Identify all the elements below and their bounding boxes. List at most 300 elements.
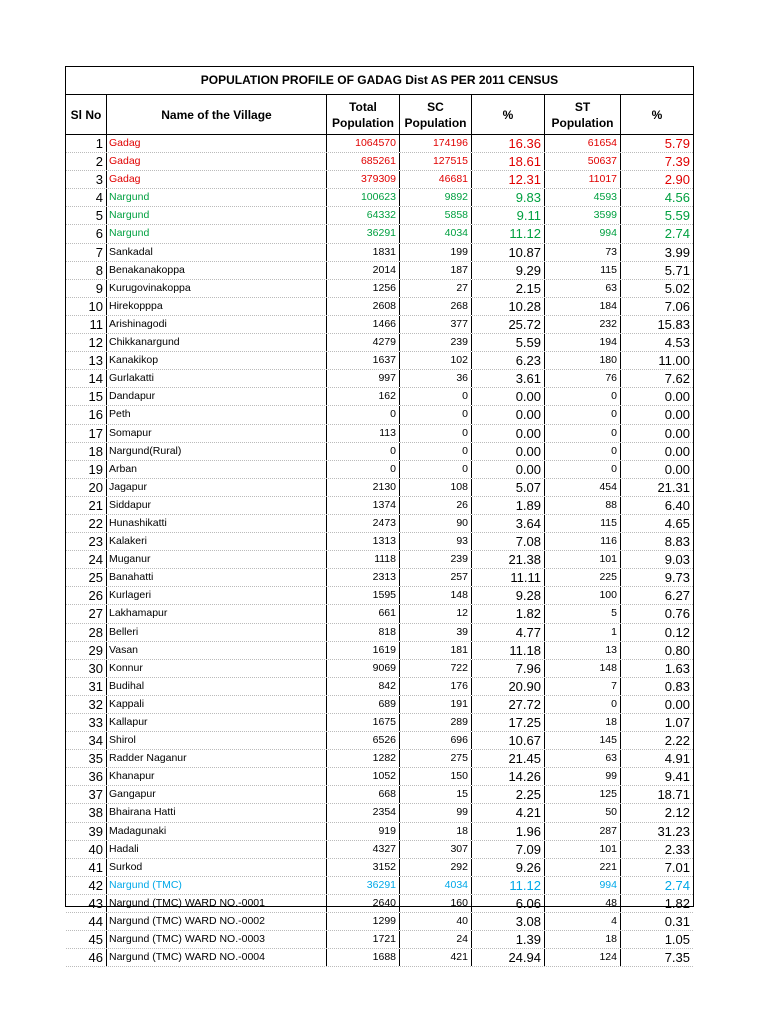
st-percent-cell: 21.31 — [657, 479, 690, 495]
total-population-cell: 2313 — [327, 569, 400, 586]
st-percent-cell: 0.76 — [664, 606, 690, 622]
total-population-cell: 379309 — [327, 171, 400, 188]
village-name-cell: Lakhamapur — [107, 605, 327, 622]
village-name-cell: Budihal — [107, 678, 327, 695]
sc-percent-cell: 24.94 — [472, 949, 545, 966]
st-population-cell: 18 — [545, 714, 621, 731]
sl-no-cell: 29 — [66, 642, 107, 659]
st-population-cell: 225 — [545, 569, 621, 586]
sl-no-cell: 6 — [66, 225, 107, 242]
village-name-cell: Nargund — [107, 207, 327, 224]
sl-no-cell: 33 — [66, 714, 107, 731]
total-population-cell: 2130 — [327, 479, 400, 496]
sc-population-cell: 0 — [400, 388, 472, 405]
sl-no-cell: 15 — [66, 388, 107, 405]
total-population-cell: 1675 — [327, 714, 400, 731]
table-row — [66, 298, 693, 316]
sc-percent-cell: 11.12 — [472, 225, 545, 242]
st-population-cell: 115 — [545, 262, 621, 279]
st-percent-cell: 7.62 — [664, 371, 690, 387]
sl-no-cell: 38 — [66, 804, 107, 821]
table-row — [66, 334, 693, 352]
sc-population-cell: 176 — [400, 678, 472, 695]
sc-percent-cell: 11.11 — [472, 569, 545, 586]
village-name-cell: Muganur — [107, 551, 327, 568]
st-population-cell: 50637 — [545, 153, 621, 170]
sc-percent-cell: 1.96 — [472, 823, 545, 840]
total-population-cell: 1256 — [327, 280, 400, 297]
sc-population-cell: 275 — [400, 750, 472, 767]
total-population-cell: 2014 — [327, 262, 400, 279]
sl-no-cell: 44 — [66, 913, 107, 930]
village-name-cell: Hadali — [107, 841, 327, 858]
total-population-cell: 6526 — [327, 732, 400, 749]
sl-no-cell: 36 — [66, 768, 107, 785]
sl-no-cell: 7 — [66, 244, 107, 261]
total-population-cell: 1282 — [327, 750, 400, 767]
st-percent-cell: 2.90 — [664, 172, 690, 188]
village-name-cell: Madagunaki — [107, 823, 327, 840]
sc-population-cell: 108 — [400, 479, 472, 496]
village-name-cell: Siddapur — [107, 497, 327, 514]
table-row — [66, 479, 693, 497]
st-percent-cell: 5.02 — [664, 280, 690, 296]
st-percent-cell: 0.83 — [664, 678, 690, 694]
sc-population-cell: 15 — [400, 786, 472, 803]
sc-population-cell: 93 — [400, 533, 472, 550]
table-row — [66, 859, 693, 877]
sc-population-cell: 36 — [400, 370, 472, 387]
sc-population-cell: 187 — [400, 262, 472, 279]
table-row — [66, 135, 693, 153]
sc-population-cell: 292 — [400, 859, 472, 876]
sc-population-cell: 421 — [400, 949, 472, 966]
table-row — [66, 207, 693, 225]
sc-percent-cell: 0.00 — [472, 461, 545, 478]
total-population-cell: 1118 — [327, 551, 400, 568]
table-row — [66, 244, 693, 262]
st-percent-cell: 1.07 — [664, 715, 690, 730]
st-population-cell: 101 — [545, 551, 621, 568]
st-percent-cell: 7.39 — [664, 154, 690, 170]
st-percent-cell: 18.71 — [657, 787, 690, 803]
total-population-cell: 668 — [327, 786, 400, 803]
village-name-cell: Hunashikatti — [107, 515, 327, 532]
sc-population-cell: 9892 — [400, 189, 472, 206]
st-percent-cell: 6.40 — [664, 497, 690, 513]
st-population-cell: 18 — [545, 931, 621, 948]
total-population-cell: 842 — [327, 678, 400, 695]
st-percent-cell: 0.00 — [664, 443, 690, 459]
table-row — [66, 624, 693, 642]
st-percent-cell: 31.23 — [657, 823, 690, 839]
st-population-cell: 76 — [545, 370, 621, 387]
st-percent-cell: 8.83 — [664, 534, 690, 550]
sl-no-cell: 30 — [66, 660, 107, 677]
st-population-cell: 0 — [545, 388, 621, 405]
total-population-cell: 1637 — [327, 352, 400, 369]
st-population-cell: 3599 — [545, 207, 621, 224]
sl-no-cell: 41 — [66, 859, 107, 876]
st-percent-cell: 0.31 — [664, 914, 690, 930]
st-percent-cell: 0.00 — [664, 696, 690, 712]
table-row — [66, 370, 693, 388]
sl-no-cell: 43 — [66, 895, 107, 912]
header-sc-percent: % — [472, 95, 545, 134]
st-population-cell: 1 — [545, 624, 621, 641]
sl-no-cell: 21 — [66, 497, 107, 514]
sl-no-cell: 31 — [66, 678, 107, 695]
total-population-cell: 2608 — [327, 298, 400, 315]
total-population-cell: 1688 — [327, 949, 400, 966]
sc-population-cell: 26 — [400, 497, 472, 514]
sc-percent-cell: 9.28 — [472, 587, 545, 604]
total-population-cell: 36291 — [327, 877, 400, 894]
village-name-cell: Benakanakoppa — [107, 262, 327, 279]
village-name-cell: Nargund (TMC) WARD NO.-0004 — [107, 949, 327, 966]
st-percent-cell: 0.80 — [664, 642, 690, 658]
sc-population-cell: 27 — [400, 280, 472, 297]
sl-no-cell: 19 — [66, 461, 107, 478]
total-population-cell: 0 — [327, 461, 400, 478]
table-row — [66, 587, 693, 605]
village-name-cell: Nargund — [107, 225, 327, 242]
header-village: Name of the Village — [107, 95, 327, 134]
st-percent-cell: 2.22 — [664, 733, 690, 749]
sc-population-cell: 4034 — [400, 225, 472, 242]
village-name-cell: Shirol — [107, 732, 327, 749]
sc-percent-cell: 14.26 — [472, 768, 545, 785]
village-name-cell: Nargund (TMC) WARD NO.-0001 — [107, 895, 327, 912]
total-population-cell: 4279 — [327, 334, 400, 351]
sc-percent-cell: 1.89 — [472, 497, 545, 514]
st-population-cell: 232 — [545, 316, 621, 333]
st-percent-cell: 7.06 — [664, 298, 690, 314]
table-row — [66, 913, 693, 931]
table-row — [66, 280, 693, 298]
st-population-cell: 88 — [545, 497, 621, 514]
sl-no-cell: 8 — [66, 262, 107, 279]
sc-population-cell: 127515 — [400, 153, 472, 170]
village-name-cell: Gangapur — [107, 786, 327, 803]
village-name-cell: Kanakikop — [107, 352, 327, 369]
st-percent-cell: 4.91 — [664, 751, 690, 767]
table-row — [66, 786, 693, 804]
st-population-cell: 994 — [545, 225, 621, 242]
sl-no-cell: 11 — [66, 316, 107, 333]
total-population-cell: 1313 — [327, 533, 400, 550]
sl-no-cell: 40 — [66, 841, 107, 858]
total-population-cell: 1299 — [327, 913, 400, 930]
sc-percent-cell: 0.00 — [472, 443, 545, 460]
st-population-cell: 184 — [545, 298, 621, 315]
total-population-cell: 997 — [327, 370, 400, 387]
village-name-cell: Nargund(Rural) — [107, 443, 327, 460]
village-name-cell: Khanapur — [107, 768, 327, 785]
st-population-cell: 180 — [545, 352, 621, 369]
sc-percent-cell: 0.00 — [472, 425, 545, 442]
sl-no-cell: 4 — [66, 189, 107, 206]
sc-percent-cell: 12.31 — [472, 171, 545, 188]
header-sl-no: Sl No — [66, 95, 107, 134]
total-population-cell: 36291 — [327, 225, 400, 242]
st-percent-cell: 2.74 — [664, 226, 690, 242]
village-name-cell: Gadag — [107, 153, 327, 170]
table-row — [66, 316, 693, 334]
table-row — [66, 732, 693, 750]
total-population-cell: 1595 — [327, 587, 400, 604]
sc-percent-cell: 1.39 — [472, 931, 545, 948]
sc-percent-cell: 10.28 — [472, 298, 545, 315]
table-title: POPULATION PROFILE OF GADAG Dist AS PER 2011 CENSUS — [66, 67, 693, 95]
sc-percent-cell: 6.23 — [472, 352, 545, 369]
sl-no-cell: 32 — [66, 696, 107, 713]
sc-population-cell: 191 — [400, 696, 472, 713]
total-population-cell: 0 — [327, 406, 400, 423]
village-name-cell: Nargund (TMC) WARD NO.-0003 — [107, 931, 327, 948]
st-population-cell: 50 — [545, 804, 621, 821]
village-name-cell: Banahatti — [107, 569, 327, 586]
village-name-cell: Chikkanargund — [107, 334, 327, 351]
sc-population-cell: 39 — [400, 624, 472, 641]
total-population-cell: 1831 — [327, 244, 400, 261]
village-name-cell: Kurlageri — [107, 587, 327, 604]
sc-percent-cell: 25.72 — [472, 316, 545, 333]
st-population-cell: 221 — [545, 859, 621, 876]
village-name-cell: Surkod — [107, 859, 327, 876]
total-population-cell: 162 — [327, 388, 400, 405]
village-name-cell: Peth — [107, 406, 327, 423]
total-population-cell: 1619 — [327, 642, 400, 659]
st-population-cell: 116 — [545, 533, 621, 550]
st-percent-cell: 7.35 — [664, 950, 690, 966]
st-percent-cell: 11.00 — [658, 353, 690, 369]
table-row — [66, 804, 693, 822]
village-name-cell: Dandapur — [107, 388, 327, 405]
village-name-cell: Sankadal — [107, 244, 327, 261]
sl-no-cell: 18 — [66, 443, 107, 460]
total-population-cell: 2473 — [327, 515, 400, 532]
table-row — [66, 533, 693, 551]
header-total-population: Total Population — [327, 95, 400, 134]
st-percent-cell: 15.83 — [657, 316, 690, 332]
sc-percent-cell: 0.00 — [472, 406, 545, 423]
sc-population-cell: 0 — [400, 443, 472, 460]
st-population-cell: 0 — [545, 696, 621, 713]
sl-no-cell: 16 — [66, 406, 107, 423]
st-population-cell: 11017 — [545, 171, 621, 188]
village-name-cell: Konnur — [107, 660, 327, 677]
sc-percent-cell: 9.83 — [472, 189, 545, 206]
total-population-cell: 4327 — [327, 841, 400, 858]
total-population-cell: 113 — [327, 425, 400, 442]
sc-percent-cell: 27.72 — [472, 696, 545, 713]
st-percent-cell: 7.01 — [664, 859, 690, 875]
table-row — [66, 714, 693, 732]
village-name-cell: Kallapur — [107, 714, 327, 731]
sl-no-cell: 13 — [66, 352, 107, 369]
sl-no-cell: 20 — [66, 479, 107, 496]
sc-percent-cell: 7.09 — [472, 841, 545, 858]
total-population-cell: 100623 — [327, 189, 400, 206]
village-name-cell: Somapur — [107, 425, 327, 442]
st-population-cell: 0 — [545, 425, 621, 442]
table-row — [66, 171, 693, 189]
sc-population-cell: 239 — [400, 551, 472, 568]
st-percent-cell: 5.59 — [664, 208, 690, 224]
sl-no-cell: 5 — [66, 207, 107, 224]
sc-population-cell: 289 — [400, 714, 472, 731]
total-population-cell: 0 — [327, 443, 400, 460]
header-row — [66, 95, 693, 135]
village-name-cell: Nargund — [107, 189, 327, 206]
village-name-cell: Nargund (TMC) — [107, 877, 327, 894]
sc-percent-cell: 9.11 — [472, 207, 545, 224]
st-population-cell: 5 — [545, 605, 621, 622]
sc-percent-cell: 16.36 — [472, 135, 545, 152]
sc-population-cell: 377 — [400, 316, 472, 333]
table-row — [66, 153, 693, 171]
st-percent-cell: 0.12 — [664, 624, 690, 640]
sc-population-cell: 174196 — [400, 135, 472, 152]
sl-no-cell: 10 — [66, 298, 107, 315]
st-percent-cell: 4.65 — [664, 515, 690, 531]
st-population-cell: 124 — [545, 949, 621, 966]
sc-percent-cell: 3.64 — [472, 515, 545, 532]
total-population-cell: 1466 — [327, 316, 400, 333]
st-population-cell: 0 — [545, 443, 621, 460]
sl-no-cell: 27 — [66, 605, 107, 622]
st-population-cell: 194 — [545, 334, 621, 351]
st-population-cell: 63 — [545, 280, 621, 297]
st-percent-cell: 0.00 — [664, 461, 690, 477]
st-population-cell: 99 — [545, 768, 621, 785]
table-body — [66, 135, 693, 966]
table-row — [66, 189, 693, 207]
table-row — [66, 605, 693, 623]
sc-population-cell: 181 — [400, 642, 472, 659]
sc-percent-cell: 10.87 — [472, 244, 545, 261]
sc-population-cell: 239 — [400, 334, 472, 351]
sl-no-cell: 12 — [66, 334, 107, 351]
sc-percent-cell: 17.25 — [472, 714, 545, 731]
total-population-cell: 661 — [327, 605, 400, 622]
st-percent-cell: 5.71 — [664, 262, 690, 278]
table-row — [66, 931, 693, 949]
table-row — [66, 823, 693, 841]
total-population-cell: 1374 — [327, 497, 400, 514]
village-name-cell: Hirekopppa — [107, 298, 327, 315]
village-name-cell: Gadag — [107, 135, 327, 152]
st-percent-cell: 1.05 — [664, 932, 690, 948]
st-population-cell: 148 — [545, 660, 621, 677]
table-row — [66, 660, 693, 678]
st-percent-cell: 0.00 — [664, 407, 690, 423]
sl-no-cell: 42 — [66, 877, 107, 894]
sc-population-cell: 102 — [400, 352, 472, 369]
village-name-cell: Gadag — [107, 171, 327, 188]
sl-no-cell: 46 — [66, 949, 107, 966]
table-row — [66, 841, 693, 859]
sc-population-cell: 4034 — [400, 877, 472, 894]
table-row — [66, 768, 693, 786]
st-percent-cell: 1.82 — [664, 895, 690, 911]
sl-no-cell: 2 — [66, 153, 107, 170]
sc-percent-cell: 21.45 — [472, 750, 545, 767]
table-row — [66, 425, 693, 443]
table-row — [66, 461, 693, 479]
st-population-cell: 145 — [545, 732, 621, 749]
total-population-cell: 689 — [327, 696, 400, 713]
sc-population-cell: 46681 — [400, 171, 472, 188]
sc-population-cell: 696 — [400, 732, 472, 749]
table-row — [66, 949, 693, 967]
sc-population-cell: 148 — [400, 587, 472, 604]
sl-no-cell: 23 — [66, 533, 107, 550]
sl-no-cell: 45 — [66, 931, 107, 948]
st-population-cell: 0 — [545, 461, 621, 478]
st-population-cell: 100 — [545, 587, 621, 604]
table-row — [66, 877, 693, 895]
total-population-cell: 1721 — [327, 931, 400, 948]
sc-population-cell: 257 — [400, 569, 472, 586]
st-percent-cell: 9.03 — [664, 552, 690, 568]
table-row — [66, 497, 693, 515]
village-name-cell: Jagapur — [107, 479, 327, 496]
st-percent-cell: 2.12 — [664, 805, 690, 821]
st-percent-cell: 3.99 — [664, 244, 690, 260]
sl-no-cell: 28 — [66, 624, 107, 641]
sc-percent-cell: 11.18 — [472, 642, 545, 659]
st-population-cell: 61654 — [545, 135, 621, 152]
village-name-cell: Kalakeri — [107, 533, 327, 550]
sc-percent-cell: 5.59 — [472, 334, 545, 351]
total-population-cell: 64332 — [327, 207, 400, 224]
st-percent-cell: 4.56 — [664, 190, 690, 206]
table-row — [66, 678, 693, 696]
sl-no-cell: 35 — [66, 750, 107, 767]
table-row — [66, 642, 693, 660]
sc-percent-cell: 7.96 — [472, 660, 545, 677]
sl-no-cell: 1 — [66, 135, 107, 152]
sc-percent-cell: 1.82 — [472, 605, 545, 622]
st-population-cell: 125 — [545, 786, 621, 803]
st-percent-cell: 2.33 — [664, 841, 690, 857]
sc-percent-cell: 0.00 — [472, 388, 545, 405]
table-row — [66, 895, 693, 913]
sc-percent-cell: 2.25 — [472, 786, 545, 803]
sc-population-cell: 18 — [400, 823, 472, 840]
sc-population-cell: 5858 — [400, 207, 472, 224]
village-name-cell: Vasan — [107, 642, 327, 659]
sl-no-cell: 26 — [66, 587, 107, 604]
sc-population-cell: 160 — [400, 895, 472, 912]
sc-population-cell: 99 — [400, 804, 472, 821]
village-name-cell: Nargund (TMC) WARD NO.-0002 — [107, 913, 327, 930]
sl-no-cell: 39 — [66, 823, 107, 840]
st-population-cell: 4593 — [545, 189, 621, 206]
sc-percent-cell: 2.15 — [472, 280, 545, 297]
sl-no-cell: 17 — [66, 425, 107, 442]
sc-population-cell: 90 — [400, 515, 472, 532]
sc-population-cell: 0 — [400, 461, 472, 478]
st-population-cell: 4 — [545, 913, 621, 930]
st-population-cell: 115 — [545, 515, 621, 532]
st-percent-cell: 2.74 — [664, 877, 690, 893]
sl-no-cell: 37 — [66, 786, 107, 803]
table-row — [66, 225, 693, 243]
sc-population-cell: 722 — [400, 660, 472, 677]
